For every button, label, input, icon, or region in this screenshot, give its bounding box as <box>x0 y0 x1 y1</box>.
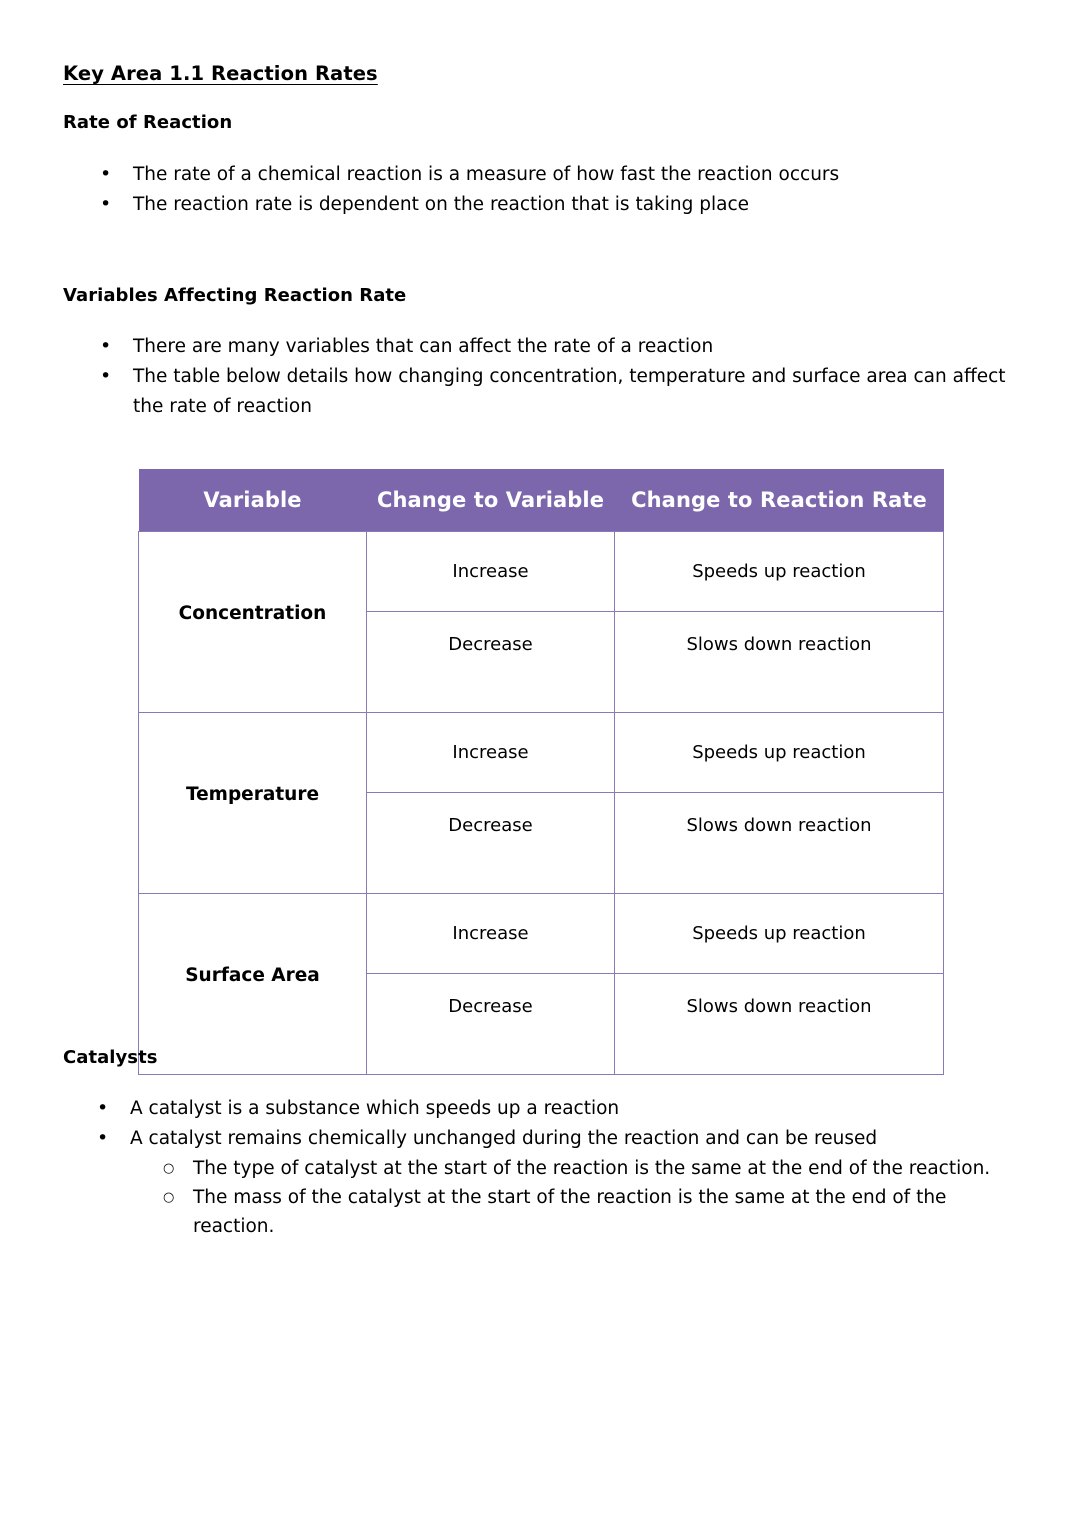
table-body <box>139 532 944 1075</box>
change-cell: Increase <box>367 532 615 612</box>
table-row <box>139 532 944 612</box>
column-header-change-to-reaction-rate: Change to Reaction Rate <box>615 469 944 532</box>
bullet-list-rate-of-reaction <box>66 160 966 220</box>
list-item: • The table below details how changing concentration, temperature and surface area can affect the rate of reaction <box>66 362 1006 422</box>
list-item: • The reaction rate is dependent on the reaction that is taking place <box>66 190 966 220</box>
table-header-row <box>139 469 944 532</box>
effect-cell: Slows down reaction <box>615 974 944 1075</box>
list-item: • A catalyst is a substance which speeds up a reaction <box>63 1094 1023 1124</box>
variable-name-cell: Concentration <box>139 532 367 713</box>
list-item: • The rate of a chemical reaction is a measure of how fast the reaction occurs <box>66 160 966 190</box>
section-heading-variables: Variables Affecting Reaction Rate <box>63 285 407 306</box>
effect-cell: Speeds up reaction <box>615 894 944 974</box>
list-item: ○ The type of catalyst at the start of the reaction is the same at the end of the reaction. <box>63 1154 1023 1183</box>
effect-cell: Speeds up reaction <box>615 532 944 612</box>
sub-bullet-list-catalysts <box>63 1154 1023 1241</box>
section-heading-catalysts: Catalysts <box>63 1047 158 1068</box>
variables-affecting-reaction-rate-table <box>138 469 944 1075</box>
effect-cell: Slows down reaction <box>615 612 944 713</box>
change-cell: Increase <box>367 894 615 974</box>
change-cell: Decrease <box>367 793 615 894</box>
section-heading-rate-of-reaction: Rate of Reaction <box>63 112 233 133</box>
change-cell: Increase <box>367 713 615 793</box>
bullet-list-variables <box>66 332 1006 422</box>
list-item: • A catalyst remains chemically unchanged during the reaction and can be reused <box>63 1124 1023 1154</box>
variable-name-cell: Temperature <box>139 713 367 894</box>
change-cell: Decrease <box>367 612 615 713</box>
column-header-change-to-variable: Change to Variable <box>367 469 615 532</box>
table-row <box>139 713 944 793</box>
table-header <box>139 469 944 532</box>
list-item: • There are many variables that can affect the rate of a reaction <box>66 332 1006 362</box>
list-item: ○ The mass of the catalyst at the start of the reaction is the same at the end of the reaction. <box>63 1183 1023 1241</box>
change-cell: Decrease <box>367 974 615 1075</box>
effect-cell: Speeds up reaction <box>615 713 944 793</box>
table-row <box>139 894 944 974</box>
bullet-list-catalysts <box>63 1094 1023 1241</box>
page-title: Key Area 1.1 Reaction Rates <box>63 62 378 85</box>
effect-cell: Slows down reaction <box>615 793 944 894</box>
variable-name-cell: Surface Area <box>139 894 367 1075</box>
column-header-variable: Variable <box>139 469 367 532</box>
